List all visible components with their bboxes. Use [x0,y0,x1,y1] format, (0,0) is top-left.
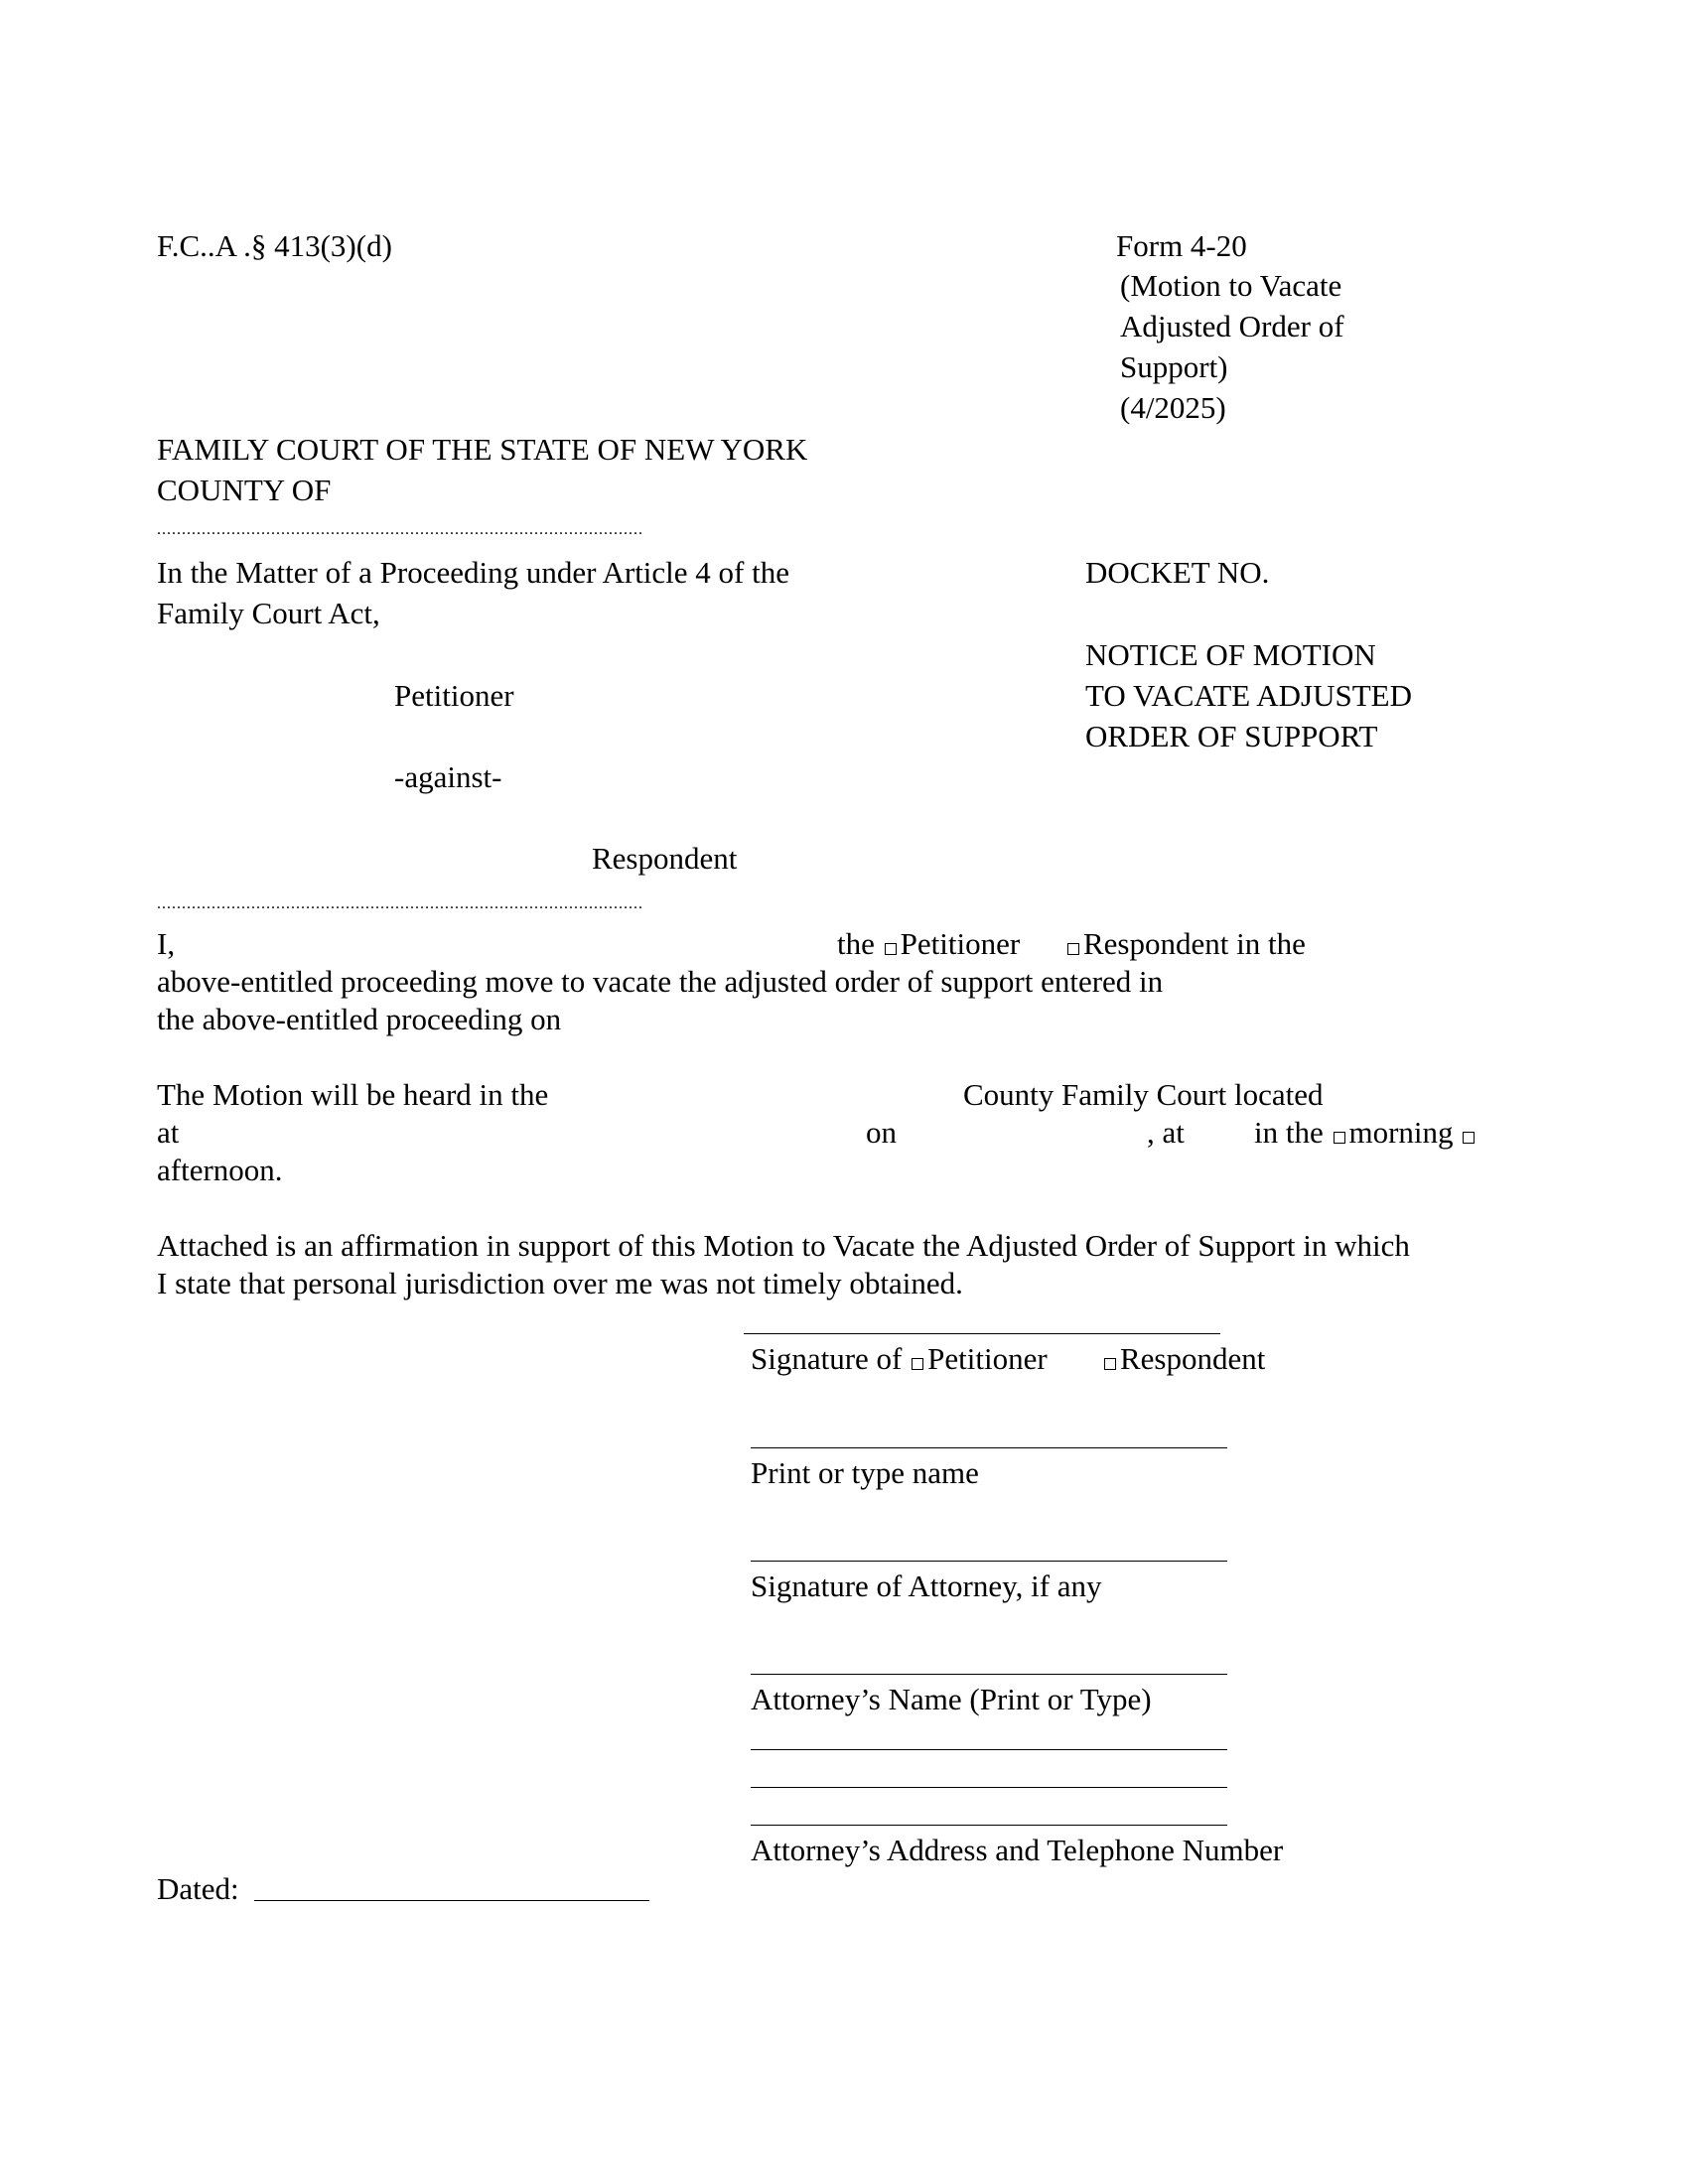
attorney-address-line[interactable] [751,1825,1227,1826]
notice-title-line: ORDER OF SUPPORT [1085,719,1378,753]
movant-intro: I, [157,926,176,961]
respondent-checkbox[interactable] [1067,943,1079,955]
attorney-address-label: Attorney’s Address and Telephone Number [751,1833,1284,1867]
dated-label: Dated: [157,1871,239,1906]
respondent-label: Respondent [592,841,738,876]
in-the-label: in the [1254,1115,1324,1150]
respondent-option-label: Respondent in the [1083,926,1306,961]
petitioner-label: Petitioner [394,678,514,713]
afternoon-label: afternoon. [157,1153,283,1187]
signature-of-label: Signature of [751,1341,903,1376]
signature-party-label [751,1343,1048,1374]
attorney-name-label: Attorney’s Name (Print or Type) [751,1682,1152,1716]
on-label: on [866,1115,897,1150]
matter-heading: In the Matter of a Proceeding under Article 4 of the [157,555,789,590]
court-name: FAMILY COURT OF THE STATE OF NEW YORK [157,432,808,467]
signature-petitioner-label: Petitioner [927,1341,1048,1376]
signature-petitioner-checkbox[interactable] [912,1358,923,1370]
caption-separator-top: .................................................................................................. [157,522,643,538]
attorney-name-line[interactable] [751,1674,1227,1675]
signature-respondent-checkbox[interactable] [1104,1358,1116,1370]
dated-line[interactable] [254,1900,649,1901]
signature-line[interactable] [744,1333,1220,1334]
matter-heading-cont: Family Court Act, [157,596,380,630]
afternoon-checkbox[interactable] [1463,1132,1475,1144]
notice-title-line: TO VACATE ADJUSTED [1085,678,1412,713]
attorney-address-line[interactable] [751,1787,1227,1788]
statute-citation: F.C..A .§ 413(3)(d) [157,228,392,263]
form-title-line: (Motion to Vacate [1120,268,1342,303]
morning-checkbox[interactable] [1334,1132,1345,1144]
affirmation-text: Attached is an affirmation in support of this Motion to Vacate the Adjusted Order of Support in which [157,1228,1410,1263]
affirmation-text: I state that personal jurisdiction over me was not timely obtained. [157,1266,963,1300]
time-of-day-selection [1254,1117,1478,1148]
hearing-text: The Motion will be heard in the [157,1077,549,1112]
print-name-line[interactable] [751,1447,1227,1448]
caption-separator-bottom: .................................................................................................. [157,896,643,912]
signature-respondent-label: Respondent [1120,1341,1266,1376]
the-label: the [837,926,875,961]
form-revision-date: (4/2025) [1120,390,1226,425]
county-label: COUNTY OF [157,473,332,507]
petitioner-option-label: Petitioner [900,926,1021,961]
party-selection [837,928,1020,959]
signature-respondent-selection [1102,1343,1265,1374]
attorney-signature-label: Signature of Attorney, if any [751,1569,1102,1603]
print-name-label: Print or type name [751,1455,979,1490]
petitioner-checkbox[interactable] [885,943,897,955]
attorney-signature-line[interactable] [751,1561,1227,1562]
motion-text: the above-entitled proceeding on [157,1002,562,1036]
motion-text: above-entitled proceeding move to vacate the adjusted order of support entered in [157,964,1164,999]
morning-label: morning [1348,1115,1454,1150]
time-at-label: , at [1147,1115,1185,1150]
form-title-line: Support) [1120,349,1228,384]
hearing-county-text: County Family Court located [963,1077,1324,1112]
notice-title-line: NOTICE OF MOTION [1085,637,1376,672]
against-label: -against- [394,759,502,794]
form-number: Form 4-20 [1116,228,1247,263]
at-label: at [157,1115,180,1150]
attorney-address-line[interactable] [751,1749,1227,1750]
respondent-selection [1065,928,1306,959]
form-title-line: Adjusted Order of [1120,309,1344,343]
docket-label: DOCKET NO. [1085,555,1270,590]
